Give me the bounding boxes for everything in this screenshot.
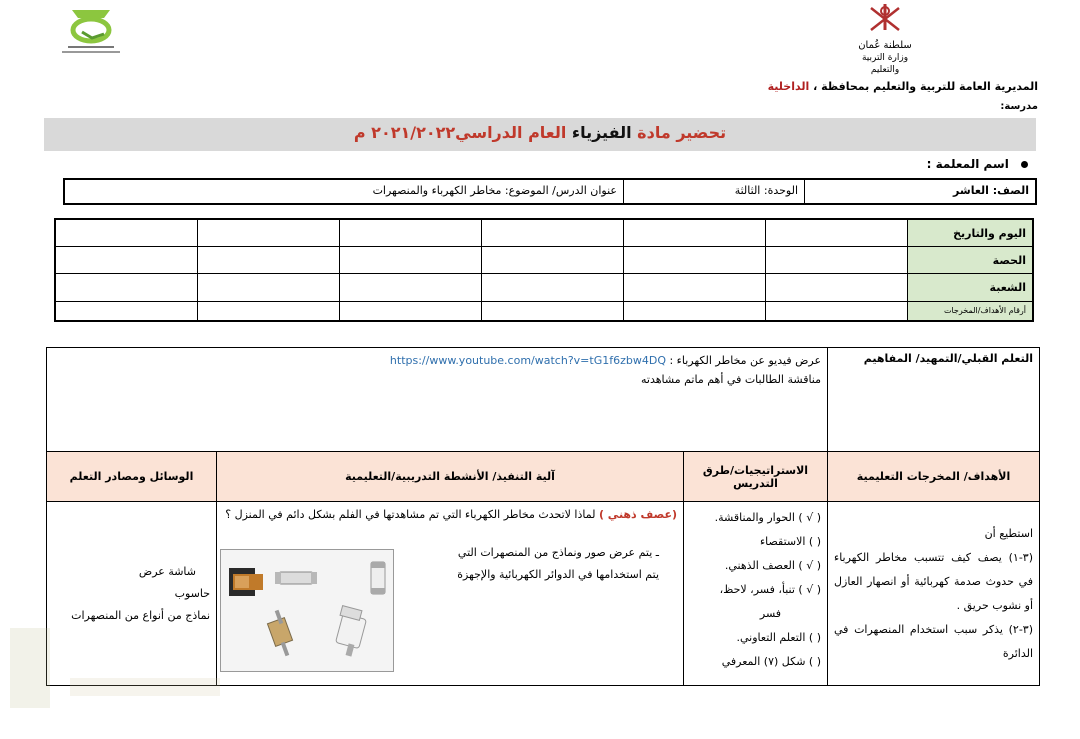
schedule-label: اليوم والتاريخ (908, 220, 1033, 247)
objectives-cell (828, 502, 1040, 686)
video-link[interactable]: https://www.youtube.com/watch?v=tG1f6zbw4DQ (389, 354, 666, 367)
school-label: مدرسة: (1000, 101, 1038, 112)
objective-1: (٣-١) يصف كيف تتسبب مخاطر الكهرباء في حدوث صدمة كهربائية أو انصهار العازل أو نشوب حريق . (834, 550, 1034, 612)
brainstorm-tag: (عصف ذهني ) (598, 508, 678, 521)
table-cell[interactable] (624, 247, 766, 274)
teacher-name-row (927, 157, 1028, 171)
table-cell[interactable] (198, 301, 340, 320)
prior-text1: عرض فيديو عن مخاطر الكهرباء : (669, 354, 822, 367)
activities-header: آلية التنفيذ/ الأنشطة التدريبية/التعليمية (217, 452, 684, 502)
table-cell[interactable] (766, 301, 908, 320)
question-text: لماذا لاتحدث مخاطر الكهرباء التي تم مشاهدتها في الفلم بشكل دائم في المنزل ؟ (225, 508, 596, 521)
schedule-label: أرقام الأهداف/المخرجات (908, 301, 1033, 320)
table-row (56, 247, 1033, 274)
unit-cell: الوحدة: الثالثة (623, 180, 804, 203)
resource-item: حاسوب (174, 586, 211, 600)
table-cell[interactable] (56, 247, 198, 274)
table-cell[interactable] (340, 274, 482, 301)
prior-text2: مناقشة الطالبات في أهم ماتم مشاهدته (641, 373, 822, 386)
table-cell[interactable] (340, 247, 482, 274)
show-line-2: يتم استخدامها في الدوائر الكهربائية والإجهزة (457, 568, 660, 581)
table-cell[interactable] (482, 301, 624, 320)
page-title (44, 123, 1036, 142)
brainstorm-question (223, 506, 677, 524)
table-row (56, 220, 1033, 247)
table-cell[interactable] (766, 274, 908, 301)
quality-logo (52, 6, 130, 58)
table-row (47, 452, 1040, 502)
resources-header: الوسائل ومصادر التعلم (47, 452, 217, 502)
strategy-item: ( √ ) العصف الذهني. (724, 559, 822, 572)
table-row (56, 301, 1033, 320)
table-cell[interactable] (56, 274, 198, 301)
prior-learning-label: التعلم القبلي/التمهيد/ المفاهيم (828, 348, 1040, 452)
directorate-text: المديرية العامة للتربية والتعليم بمحافظة (821, 80, 1038, 93)
ministry-emblem (850, 2, 920, 75)
strategies-cell (684, 502, 828, 686)
schedule-table (54, 218, 1034, 322)
strategy-item: ( √ ) الحوار والمناقشة. (714, 511, 822, 524)
resource-item: شاشة عرض (138, 564, 197, 578)
strategy-item: ( √ ) تنبأ، فسر، لاحظ، (719, 583, 822, 596)
title-suffix: العام الدراسي٢٠٢١/٢٠٢٢ م (353, 123, 567, 142)
strategy-item: ( ) التعلم التعاوني. (736, 631, 822, 644)
fuses-image (220, 549, 394, 672)
table-row (56, 274, 1033, 301)
table-cell[interactable] (624, 301, 766, 320)
strategy-item: ( ) الاستقصاء (759, 535, 822, 548)
table-cell[interactable] (766, 220, 908, 247)
grade-cell: الصف: العاشر (804, 180, 1035, 203)
table-cell[interactable] (340, 220, 482, 247)
title-prefix: تحضير مادة (637, 123, 727, 142)
show-line-1: ـ يتم عرض صور ونماذج من المنصهرات التي (457, 546, 660, 559)
table-row (47, 348, 1040, 452)
schedule-label: الحصة (908, 247, 1033, 274)
table-cell[interactable] (198, 247, 340, 274)
teacher-label: اسم المعلمة : (926, 157, 1009, 171)
title-bar (44, 118, 1036, 151)
bullet-icon (1021, 161, 1028, 168)
table-cell[interactable] (624, 274, 766, 301)
lesson-cell: عنوان الدرس/ الموضوع: مخاطر الكهرباء والمنصهرات (372, 184, 617, 197)
table-cell[interactable] (198, 220, 340, 247)
table-cell[interactable] (624, 220, 766, 247)
ministry-line1: سلطنة عُمان (858, 40, 912, 51)
table-cell[interactable] (766, 247, 908, 274)
table-cell[interactable] (482, 274, 624, 301)
prior-learning-content (47, 348, 828, 452)
table-cell[interactable] (482, 220, 624, 247)
table-cell[interactable] (482, 247, 624, 274)
directorate-line: المديرية العامة للتربية والتعليم بمحافظة ، الداخلية (767, 80, 1038, 93)
objectives-intro: استطيع أن (984, 526, 1034, 540)
objective-2: (٣-٢) يذكر سبب استخدام المنصهرات في الدائرة (834, 622, 1034, 660)
strategies-header: الاستراتيجيات/طرق التدريس (684, 452, 828, 502)
watermark (10, 628, 230, 708)
table-cell[interactable] (340, 301, 482, 320)
ministry-line2: وزارة التربية والتعليم (861, 53, 909, 75)
schedule-label: الشعبة (908, 274, 1033, 301)
table-cell[interactable] (56, 301, 198, 320)
class-info-box (63, 178, 1037, 205)
resource-item: نماذج من أنواع من المنصهرات (71, 608, 211, 622)
table-cell[interactable] (56, 220, 198, 247)
objectives-header: الأهداف/ المخرجات التعليمية (828, 452, 1040, 502)
table-cell[interactable] (198, 274, 340, 301)
strategy-item: فسر (759, 607, 782, 620)
title-subject: الفيزياء (571, 123, 632, 142)
strategy-item: ( ) شكل (٧) المعرفي (721, 655, 822, 668)
governorate-text: الداخلية (767, 80, 810, 93)
